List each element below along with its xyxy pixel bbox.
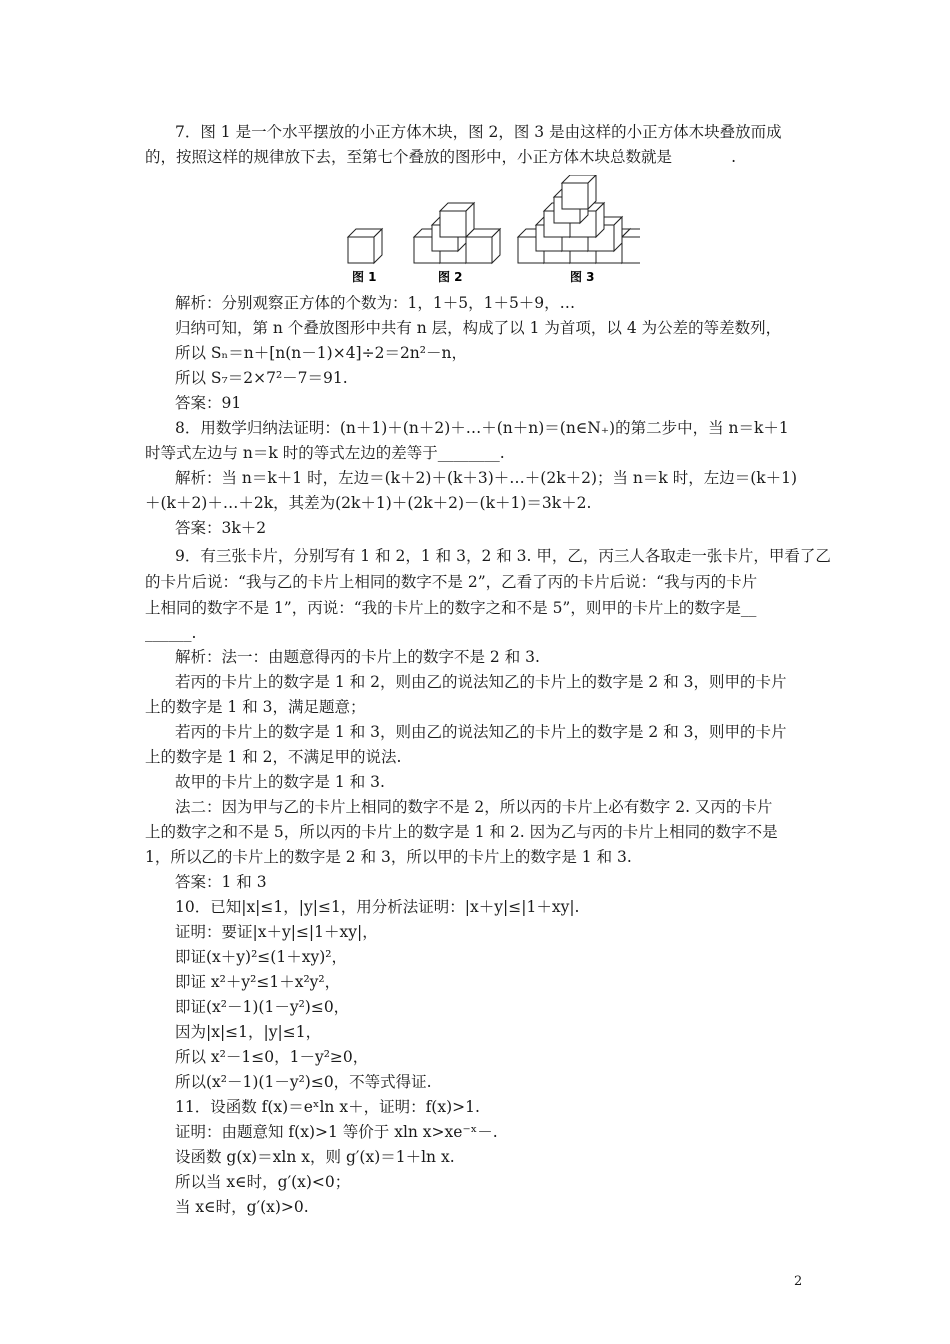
text-line: 因为|x|≤1，|y|≤1， bbox=[175, 1023, 322, 1041]
text-line: 证明：要证|x＋y|≤|1＋xy|， bbox=[175, 923, 378, 941]
text-line: 9．有三张卡片，分别写有 1 和 2，1 和 3，2 和 3. 甲，乙，丙三人各取走一张卡片，甲看了乙 bbox=[175, 547, 831, 565]
cube bbox=[466, 229, 500, 263]
text-line: 证明：由题意知 f(x)>1 等价于 xln x>xe⁻ˣ－. bbox=[175, 1123, 498, 1141]
text-line: 的卡片后说：“我与乙的卡片上相同的数字不是 2”，乙看了丙的卡片后说：“我与丙的卡片 bbox=[145, 573, 758, 591]
cube bbox=[440, 203, 474, 237]
text-line: 解析：法一：由题意得丙的卡片上的数字不是 2 和 3. bbox=[175, 648, 540, 666]
text-line: 10．已知|x|≤1，|y|≤1，用分析法证明：|x＋y|≤|1＋xy|. bbox=[175, 898, 580, 916]
page-number: 2 bbox=[794, 1274, 803, 1289]
text-line: 上的数字是 1 和 3，满足题意； bbox=[145, 698, 366, 716]
text-line: 11．设函数 f(x)＝eˣln x＋，证明：f(x)>1. bbox=[175, 1098, 480, 1116]
cube bbox=[622, 229, 640, 263]
text-line: 上的数字是 1 和 2，不满足甲的说法. bbox=[145, 748, 402, 766]
text-line: 归纳可知，第 n 个叠放图形中共有 n 层，构成了以 1 为首项，以 4 为公差的等差数列， bbox=[175, 319, 782, 337]
text-line: 所以 S₇＝2×7²－7＝91. bbox=[175, 369, 348, 387]
text-line: 即证(x²－1)(1－y²)≤0， bbox=[175, 998, 350, 1016]
text-line: 答案：3k＋2 bbox=[175, 519, 267, 537]
text-line: 即证 x²＋y²≤1＋x²y²， bbox=[175, 973, 341, 991]
cube-stack-figure bbox=[340, 175, 640, 290]
text-line: 所以 Sₙ＝n＋[n(n－1)×4]÷2＝2n²－n， bbox=[175, 344, 467, 362]
text-line: 7．图 1 是一个水平摆放的小正方体木块，图 2，图 3 是由这样的小正方体木块叠放而成 bbox=[175, 123, 782, 141]
text-line: 所以当 x∈时，g′(x)<0； bbox=[175, 1173, 351, 1191]
text-line: ＋(k＋2)＋…＋2k，其差为(2k＋1)＋(2k＋2)－(k＋1)＝3k＋2. bbox=[145, 494, 592, 512]
cube bbox=[562, 175, 596, 209]
text-line: 解析：当 n＝k＋1 时，左边＝(k＋2)＋(k＋3)＋…＋(2k＋2)；当 n＝k 时，左边＝(k＋1) bbox=[175, 469, 798, 487]
figure-label-2: 图 2 bbox=[438, 270, 463, 284]
text-line: 上的数字之和不是 5，所以丙的卡片上的数字是 1 和 2. 因为乙与丙的卡片上相同的数字不是 bbox=[145, 823, 778, 841]
cube bbox=[348, 229, 382, 263]
text-line: 设函数 g(x)＝xln x，则 g′(x)＝1＋ln x. bbox=[175, 1148, 455, 1166]
text-line: 答案：91 bbox=[175, 394, 242, 412]
text-line: 时等式左边与 n＝k 时的等式左边的差等于________. bbox=[145, 444, 505, 462]
figure-label-3: 图 3 bbox=[570, 270, 595, 284]
text-line: 上相同的数字不是 1”，丙说：“我的卡片上的数字之和不是 5”，则甲的卡片上的数字是__ bbox=[145, 599, 757, 617]
text-line: 故甲的卡片上的数字是 1 和 3. bbox=[175, 773, 385, 791]
text-line: 所以(x²－1)(1－y²)≤0，不等式得证. bbox=[175, 1073, 432, 1091]
text-line: 解析：分别观察正方体的个数为：1，1＋5，1＋5＋9，… bbox=[175, 294, 576, 312]
text-line: 的，按照这样的规律放下去，至第七个叠放的图形中，小正方体木块总数就是 . bbox=[145, 148, 737, 166]
figure-label-1: 图 1 bbox=[352, 270, 377, 284]
text-line: 所以 x²－1≤0，1－y²≥0， bbox=[175, 1048, 369, 1066]
text-line: ______. bbox=[145, 624, 197, 642]
text-line: 若丙的卡片上的数字是 1 和 3，则由乙的说法知乙的卡片上的数字是 2 和 3，则甲的卡片 bbox=[175, 723, 787, 741]
text-line: 答案：1 和 3 bbox=[175, 873, 267, 891]
text-line: 法二：因为甲与乙的卡片上相同的数字不是 2，所以丙的卡片上必有数字 2. 又丙的卡片 bbox=[175, 798, 773, 816]
text-line: 若丙的卡片上的数字是 1 和 2，则由乙的说法知乙的卡片上的数字是 2 和 3，则甲的卡片 bbox=[175, 673, 787, 691]
text-line: 当 x∈时，g′(x)>0. bbox=[175, 1198, 309, 1216]
text-line: 8．用数学归纳法证明：(n＋1)＋(n＋2)＋…＋(n＋n)＝(n∈N₊)的第二步中，当 n＝k＋1 bbox=[175, 419, 789, 437]
text-line: 1，所以乙的卡片上的数字是 2 和 3，所以甲的卡片上的数字是 1 和 3. bbox=[145, 848, 632, 866]
text-line: 即证(x＋y)²≤(1＋xy)²， bbox=[175, 948, 347, 966]
